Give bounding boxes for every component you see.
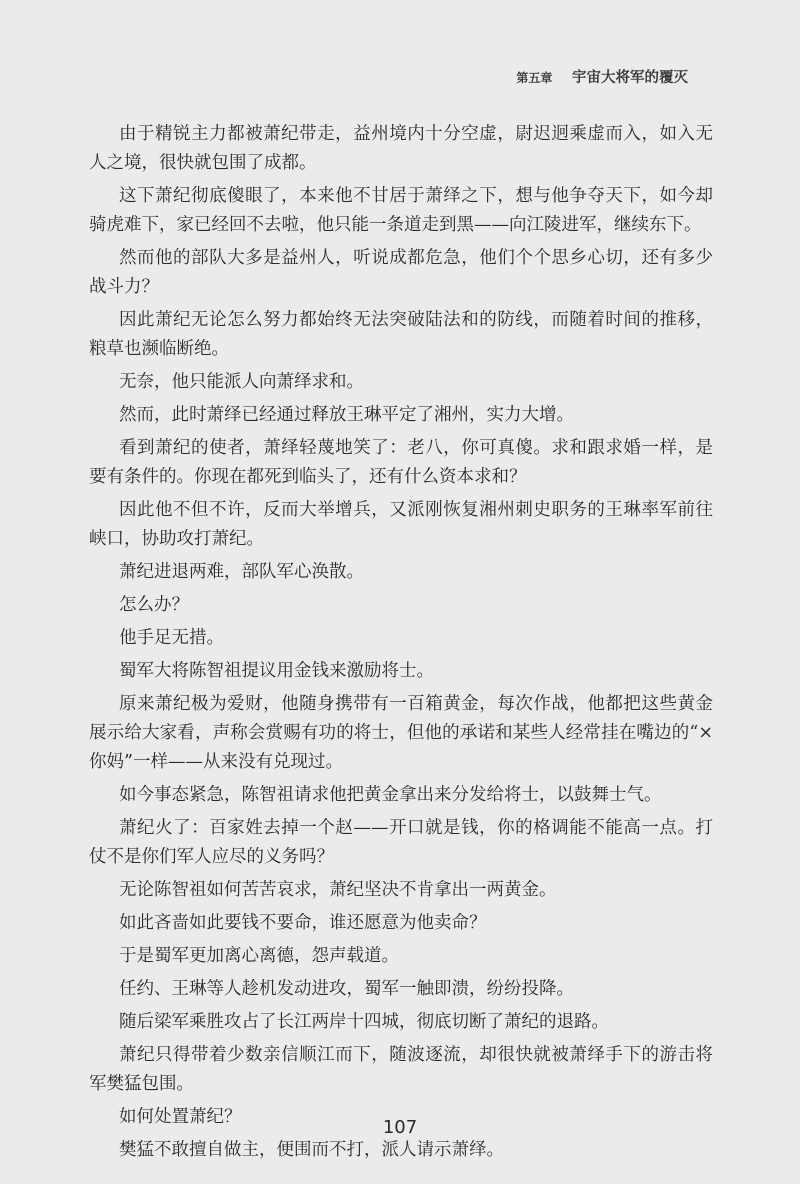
paragraph: 他手足无措。 — [119, 628, 224, 648]
page-body — [89, 120, 713, 1169]
paragraph: 如此吝啬如此要钱不要命，谁还愿意为他卖命？ — [119, 913, 487, 933]
paragraph: 无论陈智祖如何苦苦哀求，萧纪坚决不肯拿出一两黄金。 — [119, 880, 557, 900]
chapter-label: 第五章 — [516, 71, 553, 85]
paragraph: 这下萧纪彻底傻眼了，本来他不甘居于萧绎之下，想与他争夺天下，如今却骑虎难下，家已经回不去啦，他只能一条道走到黑——向江陵进军，继续东下。 — [89, 186, 713, 235]
paragraph: 怎么办？ — [119, 595, 189, 615]
paragraph: 如今事态紧急，陈智祖请求他把黄金拿出来分发给将士，以鼓舞士气。 — [119, 785, 662, 805]
running-header — [516, 66, 688, 87]
paragraph: 因此萧纪无论怎么努力都始终无法突破陆法和的防线，而随着时间的推移，粮草也濒临断绝。 — [89, 310, 713, 359]
paragraph: 看到萧纪的使者，萧绎轻蔑地笑了：老八，你可真傻。求和跟求婚一样，是要有条件的。你现在都死到临头了，还有什么资本求和？ — [89, 438, 713, 487]
paragraph: 随后梁军乘胜攻占了长江两岸十四城，彻底切断了萧纪的退路。 — [119, 1012, 609, 1032]
paragraph: 于是蜀军更加离心离德，怨声载道。 — [119, 946, 399, 966]
paragraph: 原来萧纪极为爱财，他随身携带有一百箱黄金，每次作战，他都把这些黄金展示给大家看，声称会赏赐有功的将士，但他的承诺和某些人经常挂在嘴边的“× 你妈”一样——从来没有兑现过。 — [89, 694, 713, 772]
paragraph: 由于精锐主力都被萧纪带走，益州境内十分空虚，尉迟迥乘虚而入，如入无人之境，很快就包围了成都。 — [89, 124, 713, 173]
paragraph: 萧纪只得带着少数亲信顺江而下，随波逐流，却很快就被萧绎手下的游击将军樊猛包围。 — [89, 1045, 713, 1094]
paragraph: 萧纪进退两难，部队军心涣散。 — [119, 562, 364, 582]
paragraph: 无奈，他只能派人向萧绎求和。 — [119, 372, 364, 392]
page-number: 107 — [382, 1117, 418, 1138]
paragraph: 蜀军大将陈智祖提议用金钱来激励将士。 — [119, 661, 434, 681]
paragraph: 因此他不但不许，反而大举增兵，又派刚恢复湘州刺史职务的王琳率军前往峡口，协助攻打萧纪。 — [89, 500, 713, 549]
paragraph: 任约、王琳等人趁机发动进攻，蜀军一触即溃，纷纷投降。 — [119, 979, 574, 999]
paragraph: 樊猛不敢擅自做主，便围而不打，派人请示萧绎。 — [119, 1140, 504, 1160]
chapter-title: 宇宙大将军的覆灭 — [572, 70, 688, 86]
paragraph: 如何处置萧纪？ — [119, 1107, 242, 1127]
paragraph: 然而，此时萧绎已经通过释放王琳平定了湘州，实力大增。 — [119, 405, 574, 425]
paragraph: 然而他的部队大多是益州人，听说成都危急，他们个个思乡心切，还有多少战斗力？ — [89, 248, 713, 297]
paragraph: 萧纪火了：百家姓去掉一个赵——开口就是钱，你的格调能不能高一点。打仗不是你们军人应尽的义务吗？ — [89, 818, 713, 867]
